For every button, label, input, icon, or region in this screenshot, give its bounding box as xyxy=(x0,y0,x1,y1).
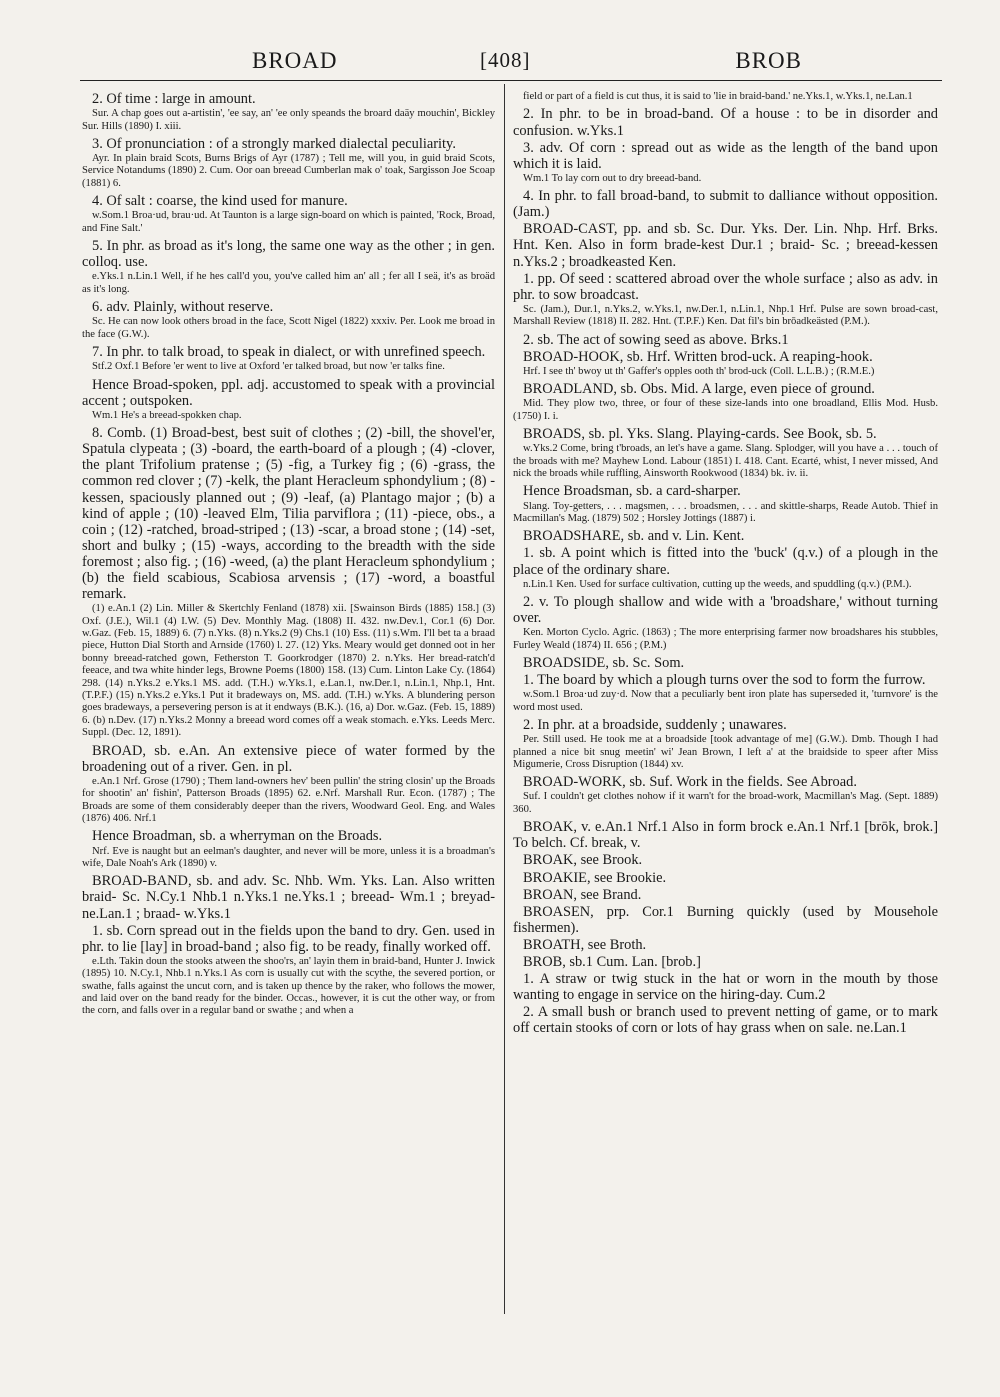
citation-paragraph: Suf. I couldn't get clothes nohow if it warn't for the broad-work, Macmillan's Mag. (Sept. 1889) 360. xyxy=(513,791,938,815)
definition-paragraph: 3. adv. Of corn : spread out as wide as the length of the band upon which it is laid. xyxy=(513,139,938,172)
citation-paragraph: Ayr. In plain braid Scots, Burns Brigs of Ayr (1787) ; Tell me, will you, in guid braid Scots, Service Notandums (1890) 2. Cum. Oor oan breead Cumberlan mak o' toak, Sargisson Joe Scoap (1881) 6. xyxy=(82,153,495,189)
left-running-headword: BROAD xyxy=(252,48,338,73)
page-number: [408] xyxy=(480,48,531,72)
definition-paragraph: BROADS, sb. pl. Yks. Slang. Playing-cards. See Book, sb. 5. xyxy=(523,426,877,443)
citation-paragraph: Nrf. Eve is naught but an eelman's daughter, and never will be more, unless it is a broadman's wife, Dale Noah's Ark (1890) v. xyxy=(82,845,495,869)
definition-paragraph: BROAD, sb. e.An. An extensive piece of water formed by the broadening out of a river. Gen. in pl. xyxy=(82,742,495,775)
citation-paragraph: Stf.2 Oxf.1 Before 'er went to live at Oxford 'er talked broad, but now 'er talks fine. xyxy=(92,361,445,373)
definition-paragraph: Hence Broadsman, sb. a card-sharper. xyxy=(523,483,741,500)
definition-paragraph: 6. adv. Plainly, without reserve. xyxy=(92,299,274,316)
definition-paragraph: BROAD-HOOK, sb. Hrf. Written brod-uck. A reaping-hook. xyxy=(523,348,873,365)
definition-paragraph: 1. A straw or twig stuck in the hat or worn in the mouth by those wanting to engage in service on the hiring-day. Cum.2 xyxy=(513,971,938,1004)
right-running-headword: BROB xyxy=(735,48,802,73)
definition-paragraph: 1. The board by which a plough turns over the sod to form the furrow. xyxy=(523,672,926,689)
definition-paragraph: 1. sb. A point which is fitted into the 'buck' (q.v.) of a plough in the place of the ordinary share. xyxy=(513,545,938,578)
citation-paragraph: Sur. A chap goes out a-artistin', 'ee say, an' 'ee only speands the broard daäy mouchin', Bickley Sur. Hills (1890) I. xiii. xyxy=(82,108,495,132)
citation-paragraph: field or part of a field is cut thus, it is said to 'lie in braid-band.' ne.Yks.1, w.Yks.1, ne.Lan.1 xyxy=(523,91,913,102)
citation-paragraph: Sc. He can now look others broad in the face, Scott Nigel (1822) xxxiv. Per. Look me broad in the face (G.W.). xyxy=(82,316,495,340)
definition-paragraph: 7. In phr. to talk broad, to speak in dialect, or with unrefined speech. xyxy=(92,344,486,361)
citation-paragraph: e.Lth. Takin doun the stooks atween the shoo'rs, an' layin them in braid-band, Hunter J. Inwick (1895) 10. N.Cy.1, Nhb.1 n.Yks.1 As corn is usually cut with the scythe, the severed portion, or swathe, falls against the uncut corn, and is taken up thence by the raker, who follows the mower, and laid over on the band ready for the binder. Occas., however, it is cut the other way, or from the corn, and falls over in a regular band or swathe ; and when a xyxy=(82,955,495,1017)
definition-paragraph: 2. In phr. at a broadside, suddenly ; unawares. xyxy=(523,717,787,734)
definition-paragraph: 4. In phr. to fall broad-band, to submit to dalliance without opposition. (Jam.) xyxy=(513,188,938,221)
definition-paragraph: 4. Of salt : coarse, the kind used for manure. xyxy=(92,193,348,210)
definition-paragraph: BROASEN, prp. Cor.1 Burning quickly (used by Mousehole fishermen). xyxy=(513,903,938,936)
definition-paragraph: BROADSHARE, sb. and v. Lin. Kent. xyxy=(523,528,745,545)
definition-paragraph: BROADSIDE, sb. Sc. Som. xyxy=(523,655,685,672)
definition-paragraph: 2. In phr. to be in broad-band. Of a house : to be in disorder and confusion. w.Yks.1 xyxy=(513,106,938,139)
definition-paragraph: 2. Of time : large in amount. xyxy=(92,91,256,107)
definition-paragraph: Hence Broad-spoken, ppl. adj. accustomed to speak with a provincial accent ; outspoken. xyxy=(82,376,495,409)
citation-paragraph: Mid. They plow two, three, or four of these size-lands into one broadland, Ellis Mod. Husb. (1750) I. i. xyxy=(513,398,938,422)
definition-paragraph: BROAK, v. e.An.1 Nrf.1 Also in form brock e.An.1 Nrf.1 [brōk, brok.] To belch. Cf. break, v. xyxy=(513,819,938,852)
definition-paragraph: 5. In phr. as broad as it's long, the same one way as the other ; in gen. colloq. use. xyxy=(82,238,495,271)
definition-paragraph: BROAD-WORK, sb. Suf. Work in the fields. See Abroad. xyxy=(523,774,857,791)
citation-paragraph: Ken. Morton Cyclo. Agric. (1863) ; The more enterprising farmer now broadshares his stubbles, Furley Weald (1874) II. 656 ; (P.M.) xyxy=(513,627,938,651)
citation-paragraph: Sc. (Jam.), Dur.1, n.Yks.2, w.Yks.1, nw.Der.1, n.Lin.1, Nhp.1 Hrf. Pulse are sown broad-cast, Marshall Review (1818) II. 282. Hnt. (T.P.F.) Ken. Dat fil's bin brōadkeästed (P.M.). xyxy=(513,303,938,328)
definition-paragraph: BROB, sb.1 Cum. Lan. [brob.] xyxy=(523,954,701,971)
citation-paragraph: w.Som.1 Broa·ud zuy·d. Now that a peculiarly bent iron plate has superseded it, 'turnvore' is the word most used. xyxy=(513,689,938,713)
citation-paragraph: w.Yks.2 Come, bring t'broads, an let's have a game. Slang. Splodger, will you have a . . . touch of the broads with me? Mayhew Lond. Labour (1851) I. 418. Cant. Ecarté, whist, I never missed, And nick the broads while ruffling, Ainsworth Rookwood (1834) bk. iv. ii. xyxy=(513,443,938,480)
definition-paragraph: Hence Broadman, sb. a wherryman on the Broads. xyxy=(92,828,383,845)
citation-paragraph: Wm.1 To lay corn out to dry breead-band. xyxy=(523,172,702,184)
definition-paragraph: BROAKIE, see Brookie. xyxy=(523,869,667,886)
citation-paragraph: (1) e.An.1 (2) Lin. Miller & Skertchly Fenland (1878) xii. [Swainson Birds (1885) 158.] (3) Oxf. (J.E.), Wil.1 (4) I.W. (5) Dev. Monthly Mag. (1808) II. 432. nw.Dev.1, Cor.1 (6) Dor. w.Gaz. (Feb. 15, 1889) 6. (7) n.Yks. (8) n.Yks.2 (9) Chs.1 (10) Ess. (11) s.Wm. I'll bet ta a braad piece, Hutton Dial Storth and Arnside (1760) l. 27. (12) Yks. Meary would get donned oot in her bonny breead-ratched gown, Fetherston T. Goorkrodger (1870) 2. n.Yks. Her bread-ratch'd feeace, and twa white hinder legs, Browne Poems (1800) 158. (13) Cum. Linton Lake Cy. (1864) 298. (14) n.Yks.2 e.Yks.1 MS. add. (T.H.) w.Yks.1, e.Lan.1, nw.Der.1, n.Lin.1, Nhp.1, Hnt. (T.P.F.) (15) n.Yks.2 e.Yks.1 Put it bradeways on, MS. add. (T.H.) w.Yks. A blundering person goes bradeways, a persevering person is at it endways (B.K.). (16, a) Dor. w.Gaz. (Feb. 15, 1889) 6. (b) n.Dev. (17) n.Yks.2 Monny a breead word comes off a weak stomach. e.Yks. Leeds Merc. Suppl. (Dec. 12, 1891). xyxy=(82,603,495,739)
column-rule xyxy=(504,84,505,1314)
definition-paragraph: 3. Of pronunciation : of a strongly marked dialectal peculiarity. xyxy=(92,135,456,152)
definition-paragraph: BROADLAND, sb. Obs. Mid. A large, even piece of ground. xyxy=(523,381,875,398)
definition-paragraph: 1. sb. Corn spread out in the fields upon the band to dry. Gen. used in phr. to lie [lay] in broad-band ; also fig. to be ready, finally worked off. xyxy=(82,922,495,955)
citation-paragraph: Slang. Toy-getters, . . . magsmen, . . . broadsmen, . . . and skittle-sharps, Reade Autob. Thief in Macmillan's Mag. (1879) 502 ; Horsley Jottings (1887) i. xyxy=(513,500,938,524)
right-column xyxy=(513,91,938,1316)
definition-paragraph: BROATH, see Broth. xyxy=(523,936,647,953)
citation-paragraph: w.Som.1 Broa·ud, brau·ud. At Taunton is a large sign-board on which is painted, 'Rock, Broad, and Fine Salt.' xyxy=(82,210,495,234)
citation-paragraph: Hrf. I see th' bwoy ut th' Gaffer's opples ooth th' brod-uck (Coll. L.L.B.) ; (R.M.E.) xyxy=(523,365,875,377)
definition-paragraph: BROAD-BAND, sb. and adv. Sc. Nhb. Wm. Yks. Lan. Also written braid- Sc. N.Cy.1 Nhb.1 n.Yks.1 ne.Yks.1 ; breead- Wm.1 ; breyad- ne.Lan.1 ; braad- w.Yks.1 xyxy=(82,873,495,922)
definition-paragraph: 2. v. To plough shallow and wide with a 'broadshare,' without turning over. xyxy=(513,594,938,627)
citation-paragraph: Wm.1 He's a breead-spokken chap. xyxy=(92,409,242,421)
page-header xyxy=(80,46,942,81)
citation-paragraph: e.An.1 Nrf. Grose (1790) ; Them land-owners hev' been pullin' the string closin' up the Broads for shootin' an' fishin', Patterson Broads (1895) 62. e.Nrf. Marshall Rur. Econ. (1787) ; The Broads are some of them considerably deeper than the rivers, Woodward Geol. Eng. and Wales (1876) 406. Nrf.1 xyxy=(82,775,495,825)
definition-paragraph: BROAK, see Brook. xyxy=(523,852,643,869)
citation-paragraph: e.Yks.1 n.Lin.1 Well, if he hes call'd you, you've called him an' all ; fer all I seä, it's as broäd as it's long. xyxy=(82,271,495,295)
definition-paragraph: BROAN, see Brand. xyxy=(523,886,642,903)
definition-paragraph: 2. sb. The act of sowing seed as above. Brks.1 xyxy=(523,331,789,348)
left-column xyxy=(82,91,495,1316)
definition-paragraph: 8. Comb. (1) Broad-best, best suit of clothes ; (2) -bill, the shovel'er, Spatula clypeata ; (3) -board, the earth-board of a plough ; (4) -clover, the plant Trifolium pratense ; (5) -fig, a Turkey fig ; (6) -grass, the common red clover ; (7) -kelk, the plant Heracleum sphondylium ; (8) -kessen, spaciously planned out ; (9) -leaf, (a) Plantago major ; (b) a kind of apple ; (10) -leaved Elm, Tilia parviflora ; (11) -piece, obs., a coin ; (12) -ratched, broad-striped ; (13) -scar, a broad stone ; (14) -set, short and bulky ; (15) -ways, according to the breadth with the side foremost ; also fig. ; (16) -weed, (a) the plant Heracleum sphondylium ; (b) the field scabious, Scabiosa arvensis ; (17) -word, a boastful remark. xyxy=(82,425,495,603)
citation-paragraph: n.Lin.1 Ken. Used for surface cultivation, cutting up the weeds, and spuddling (q.v.) (P.M.). xyxy=(523,578,912,590)
definition-paragraph: BROAD-CAST, pp. and sb. Sc. Dur. Yks. Der. Lin. Nhp. Hrf. Brks. Hnt. Ken. Also in form brade-kest Dur.1 ; braid- Sc. ; breead-kessen n.Yks.2 ; broadkeasted Ken. xyxy=(513,221,938,270)
definition-paragraph: 1. pp. Of seed : scattered abroad over the whole surface ; also as adv. in phr. to sow broadcast. xyxy=(513,270,938,303)
citation-paragraph: Per. Still used. He took me at a broadside [took advantage of me] (G.W.). Dmb. Though I had planned a nice bit snug meetin' wi' Jean Brown, I left a' at the braidside to speer after Miss Migumerie, Cross Disruption (1844) xv. xyxy=(513,734,938,770)
definition-paragraph: 2. A small bush or branch used to prevent netting of game, or to mark off certain stooks of corn or lots of hay grass when on sale. ne.Lan.1 xyxy=(513,1004,938,1037)
